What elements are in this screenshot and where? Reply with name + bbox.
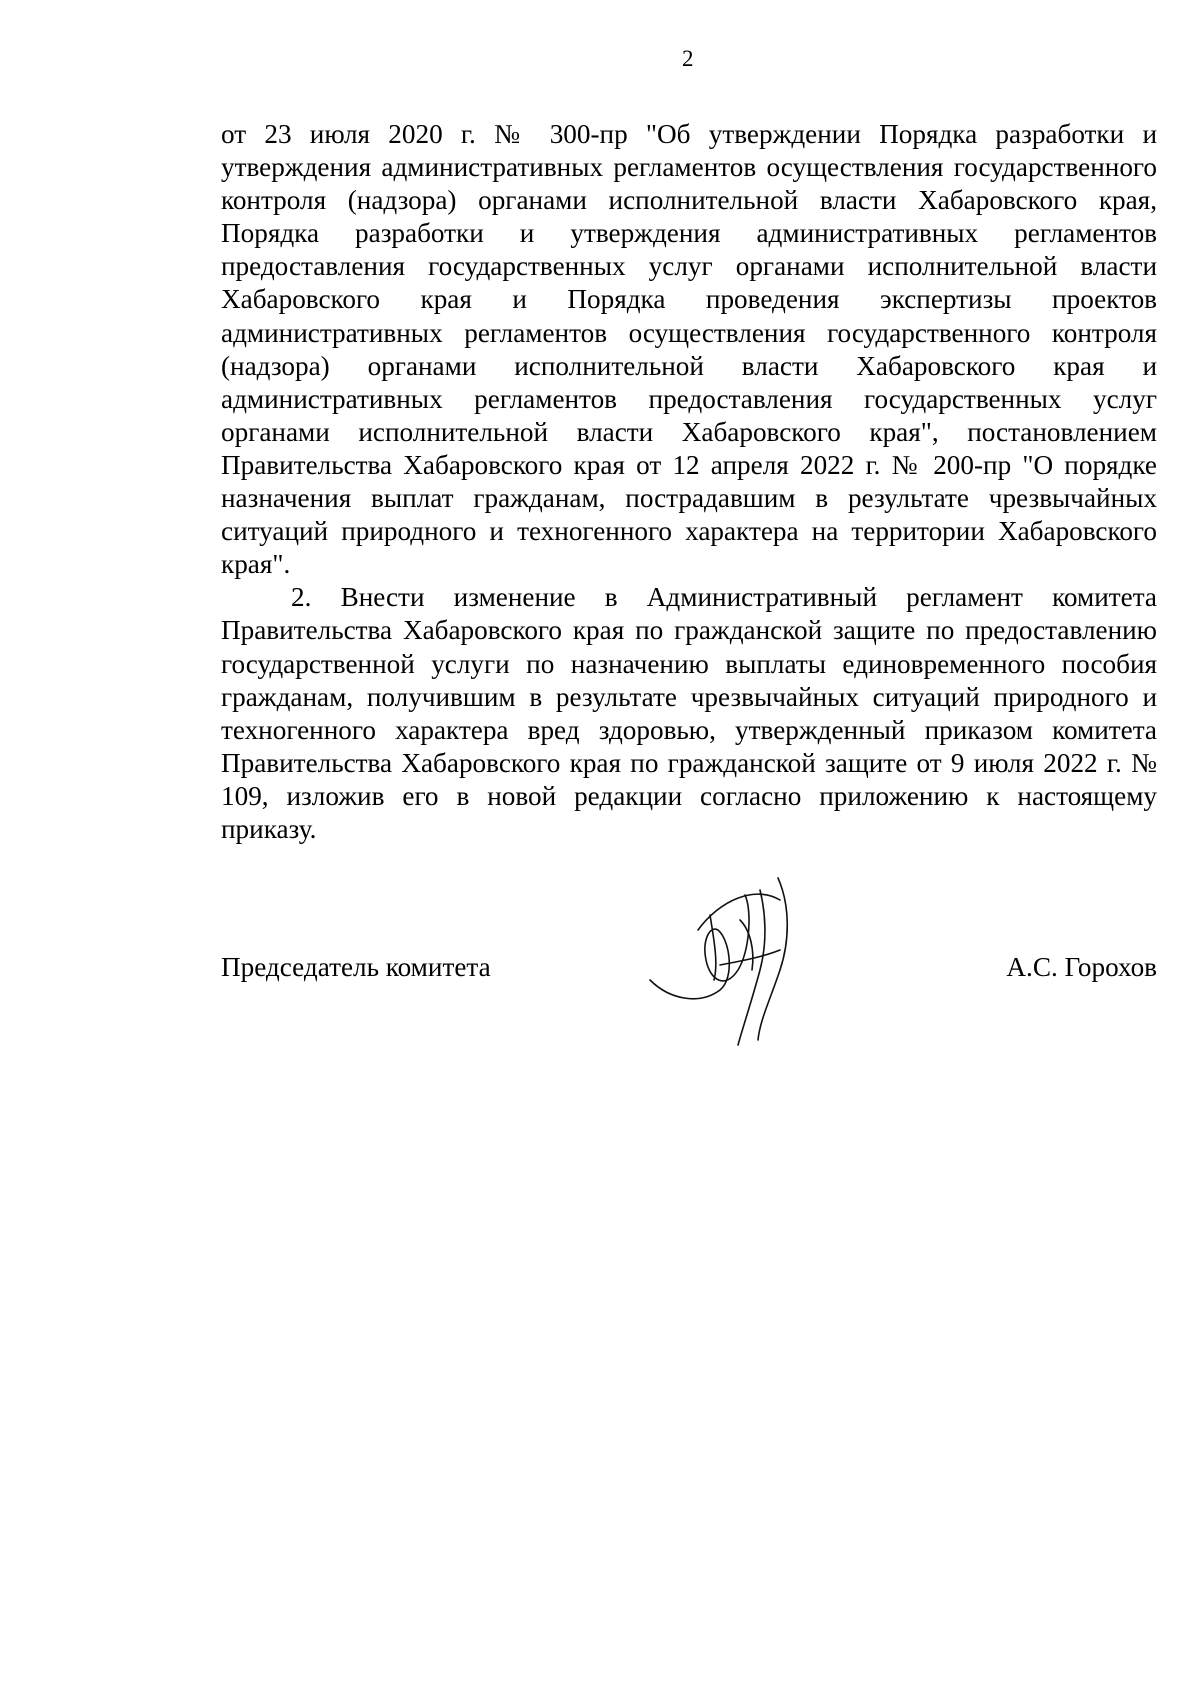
- signer-position: Председатель комитета: [221, 952, 491, 982]
- handwritten-signature: [640, 870, 840, 1050]
- page-number: 2: [682, 46, 694, 71]
- signer-name: А.С. Горохов: [1006, 952, 1157, 982]
- paragraph-item-2: 2. Внести изменение в Административный регламент комитета Правительства Хабаровского края по гражданской защите по предоставлению государственной услуги по назначению выплаты единовременного пособия гражданам, получившим в результате чрезвычайных ситуаций природного и техногенного характера вред здоровью, утвержденный приказом комитета Правительства Хабаровского края по гражданской защите от 9 июля 2022 г. № 109, изложив его в новой редакции согласно приложению к настоящему приказу.: [221, 582, 1157, 844]
- paragraph-continuation: от 23 июля 2020 г. № 300-пр "Об утверждении Порядка разработки и утверждения административных регламентов осуществления государственного контроля (надзора) органами исполнительной власти Хабаровского края, Порядка разработки и утверждения административных регламентов предоставления государственных услуг органами исполнительной власти Хабаровского края и Порядка проведения экспертизы проектов административных регламентов осуществления государственного контроля (надзора) органами исполнительной власти Хабаровского края и административных регламентов предоставления государственных услуг органами исполнительной власти Хабаровского края", постановлением Правительства Хабаровского края от 12 апреля 2022 г. № 200-пр "О порядке назначения выплат гражданам, пострадавшим в результате чрезвычайных ситуаций природного и техногенного характера на территории Хабаровского края".: [221, 119, 1157, 580]
- document-body: [221, 118, 1157, 846]
